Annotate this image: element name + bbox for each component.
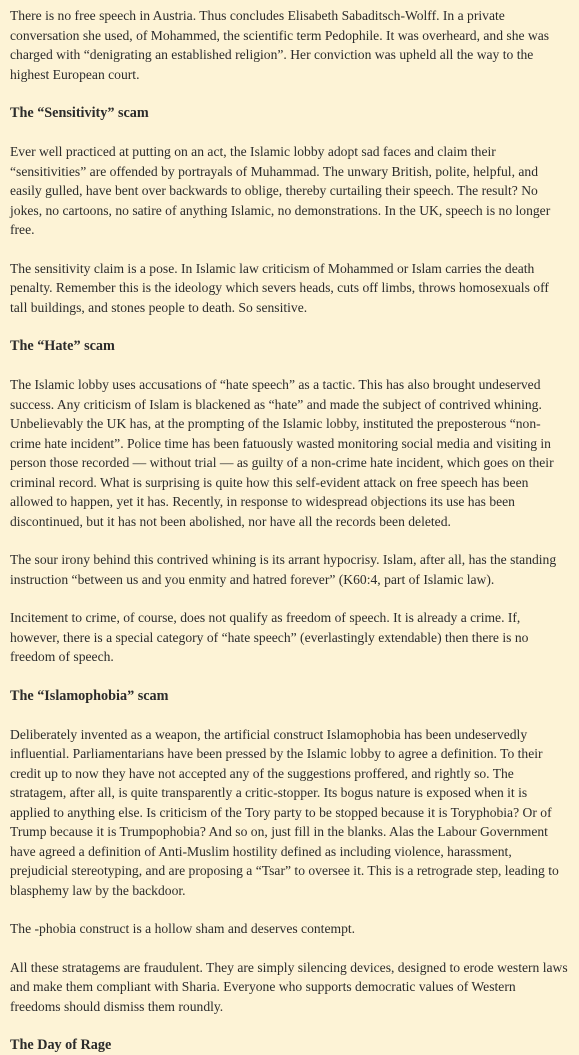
hate-paragraph-1: The Islamic lobby uses accusations of “hate speech” as a tactic. This has also brought undeserved success. Any criticism of Islam is blackened as “hate” and made the subject of contrived whining. Unbelievably the UK has, at the prompting of the Islamic lobby, instituted the preposterous “non-crime hate incident”. Police time has been fatuously wasted monitoring social media and visiting in person those recorded — without trial — as guilty of a non-crime hate incident, which goes on their criminal record. What is surprising is quite how this self-evident attack on free speech has been allowed to happen, yet it has. Recently, in response to widespread objections its use has been discontinued, but it has not been abolished, nor have all the records been deleted. [10,377,554,529]
islamophobia-paragraph-3: All these stratagems are fraudulent. They are simply silencing devices, designed to erode western laws and make them compliant with Sharia. Everyone who supports democratic values of Western freedoms should dismiss them roundly. [10,959,568,1014]
sensitivity-paragraph-1: Ever well practiced at putting on an act, the Islamic lobby adopt sad faces and claim their “sensitivities” are offended by portrayals of Muhammad. The unwary British, polite, helpful, and easily gulled, have bent over backwards to oblige, thereby curtailing their speech. The result? No jokes, no cartoons, no satire of anything Islamic, no demonstrations. In the UK, speech is no longer free. [10,144,551,237]
islamophobia-paragraph-2: The -phobia construct is a hollow sham and deserves contempt. [10,921,356,936]
hate-paragraph-2: The sour irony behind this contrived whining is its arrant hypocrisy. Islam, after all, has the standing instruction “between us and you enmity and hatred forever” (K60:4, part of Islamic law). [10,552,557,587]
islamophobia-paragraph-1: Deliberately invented as a weapon, the artificial construct Islamophobia has been undeservedly influential. Parliamentarians have been pressed by the Islamic lobby to agree a definition. To their credit up to now they have not accepted any of the suggestions proffered, and rightly so. The stratagem, after all, is quite transparently a critic-stopper. Its bogus nature is exposed when it is applied to anything else. Is criticism of the Tory party to be stopped because it is Toryphobia? Or of Trump because it is Trumpophobia? And so on, just fill in the blanks. Alas the Labour Government have agreed a definition of Anti-Muslim hostility defined as including violence, harassment, prejudicial stereotyping, and are proposing a “Tsar” to oversee it. This is a retrograde step, leading to blasphemy law by the backdoor. [10,726,559,898]
section-heading-hate: The “Hate” scam [10,338,115,354]
intro-paragraph: There is no free speech in Austria. Thus concludes Elisabeth Sabaditsch-Wolff. In a private conversation she used, of Mohammed, the scientific term Pedophile. It was overheard, and she was charged with “denigrating an established religion”. Her conviction was upheld all the way to the highest European court. [10,8,550,82]
sensitivity-paragraph-2: The sensitivity claim is a pose. In Islamic law criticism of Mohammed or Islam carries the death penalty. Remember this is the ideology which severs heads, cuts off limbs, throws homosexuals off tall buildings, and stones people to death. So sensitive. [10,260,549,315]
section-heading-sensitivity: The “Sensitivity” scam [10,105,149,121]
section-heading-islamophobia: The “Islamophobia” scam [10,687,169,704]
hate-paragraph-3: Incitement to crime, of course, does not qualify as freedom of speech. It is already a crime. If, however, there is a special category of “hate speech” (everlastingly extendable) then there is no freedom of speech. [10,610,529,664]
section-heading-day-of-rage: The Day of Rage [10,1037,112,1053]
article-body [10,6,569,1055]
